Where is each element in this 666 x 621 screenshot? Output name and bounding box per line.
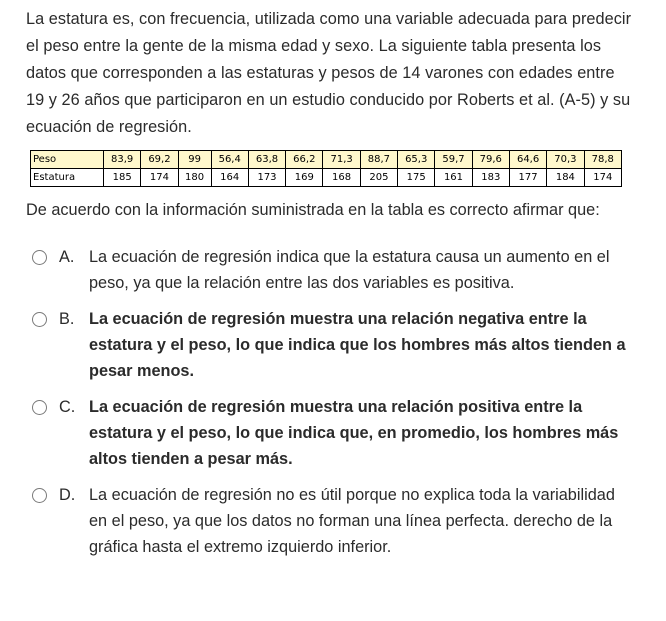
option-d[interactable] — [26, 482, 636, 560]
table-cell: 79,6 — [472, 151, 509, 169]
table-cell: 63,8 — [248, 151, 285, 169]
question-prompt: De acuerdo con la información suministrada en la tabla es correcto afirmar que: — [26, 201, 600, 219]
table-cell: 177 — [509, 169, 546, 187]
table-cell: 69,2 — [141, 151, 178, 169]
table-cell: 56,4 — [211, 151, 248, 169]
option-letter: C. — [59, 398, 76, 416]
table-cell: 70,3 — [547, 151, 584, 169]
radio-button-b[interactable] — [32, 312, 47, 327]
table-cell: 184 — [547, 169, 584, 187]
option-letter: A. — [59, 248, 75, 266]
table-cell: 88,7 — [360, 151, 397, 169]
option-text: La ecuación de regresión muestra una relación negativa entre la estatura y el peso, lo que indica que los hombres más altos tienden a pesar menos. — [89, 310, 626, 380]
table-row-estatura — [31, 169, 622, 187]
option-text: La ecuación de regresión indica que la estatura causa un aumento en el peso, ya que la relación entre las dos variables es positiva. — [89, 248, 610, 292]
table-cell: 180 — [178, 169, 211, 187]
option-letter: D. — [59, 486, 76, 504]
table-cell: 78,8 — [584, 151, 621, 169]
table-cell: 175 — [398, 169, 435, 187]
radio-button-a[interactable] — [32, 250, 47, 265]
table-cell: 59,7 — [435, 151, 472, 169]
question-intro: La estatura es, con frecuencia, utilizada como una variable adecuada para predecir el peso entre la gente de la misma edad y sexo. La siguiente tabla presenta los datos que corresponden a las estaturas y pesos de 14 varones con edades entre 19 y 26 años que participaron en un estudio conducido por Roberts et al. (A-5) y su ecuación de regresión. — [26, 10, 632, 136]
table-cell: 205 — [360, 169, 397, 187]
table-cell: 174 — [584, 169, 621, 187]
table-cell: 174 — [141, 169, 178, 187]
option-c[interactable] — [26, 394, 636, 472]
answer-options — [26, 244, 636, 560]
table-cell: 164 — [211, 169, 248, 187]
table-cell: 183 — [472, 169, 509, 187]
radio-button-c[interactable] — [32, 400, 47, 415]
option-letter: B. — [59, 310, 75, 328]
option-text: La ecuación de regresión no es útil porque no explica toda la variabilidad en el peso, ya que los datos no forman una línea perfecta. derecho de la gráfica hasta el extremo izquierdo inferior. — [89, 486, 615, 556]
data-table — [30, 150, 622, 187]
option-text: La ecuación de regresión muestra una relación positiva entre la estatura y el peso, lo que indica que, en promedio, los hombres más altos tienden a pesar más. — [89, 398, 619, 468]
table-cell: 66,2 — [286, 151, 323, 169]
option-b[interactable] — [26, 306, 636, 384]
table-cell: 83,9 — [104, 151, 141, 169]
radio-button-d[interactable] — [32, 488, 47, 503]
table-cell: 65,3 — [398, 151, 435, 169]
table-cell: 64,6 — [509, 151, 546, 169]
table-cell: 168 — [323, 169, 360, 187]
table-cell: 169 — [286, 169, 323, 187]
table-row-peso — [31, 151, 622, 169]
table-cell: 71,3 — [323, 151, 360, 169]
table-cell: 185 — [104, 169, 141, 187]
question-container — [26, 6, 636, 570]
row-header-estatura: Estatura — [31, 169, 104, 187]
row-header-peso: Peso — [31, 151, 104, 169]
table-cell: 173 — [248, 169, 285, 187]
option-a[interactable] — [26, 244, 636, 296]
table-cell: 161 — [435, 169, 472, 187]
table-cell: 99 — [178, 151, 211, 169]
